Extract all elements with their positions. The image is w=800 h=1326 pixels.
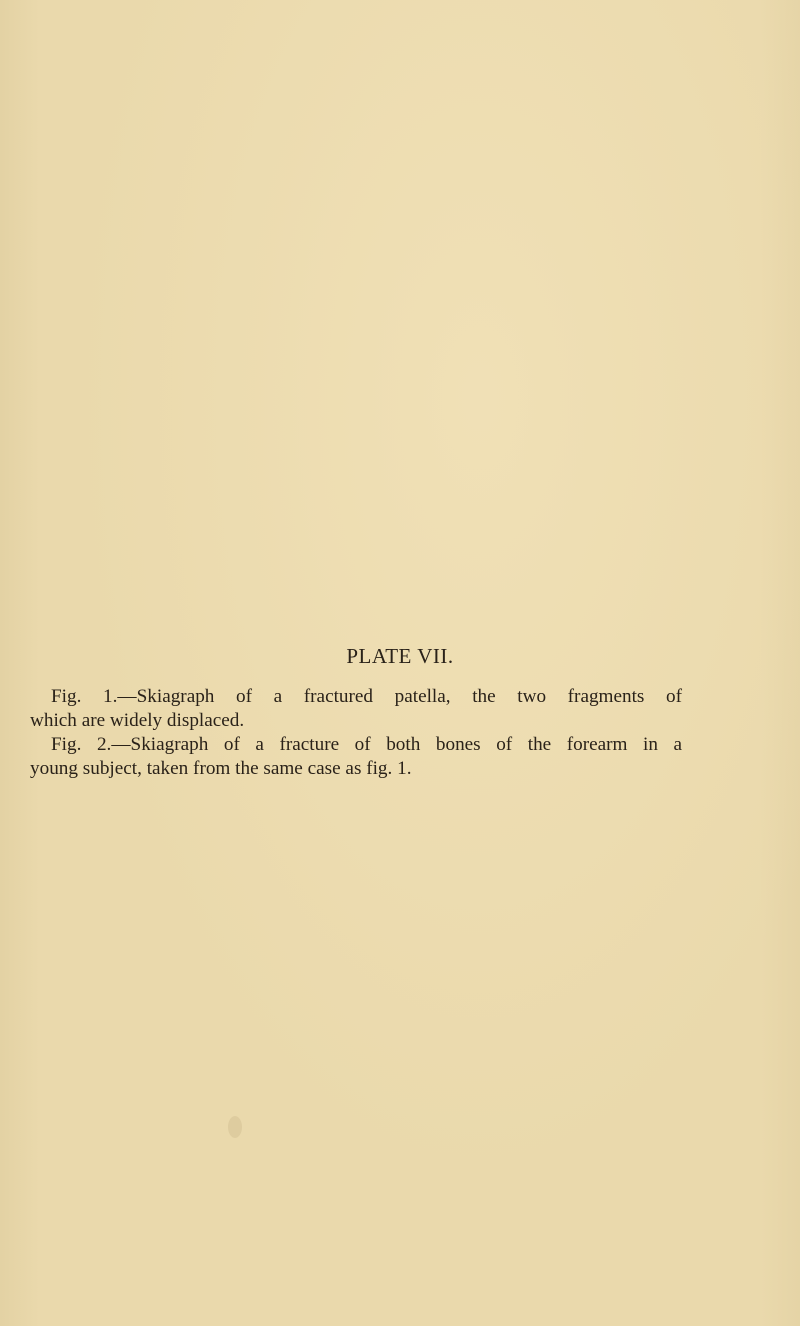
caption-fig2-line2: young subject, taken from the same case as fig. 1. (30, 758, 412, 779)
caption-fig1-line1: Fig. 1.—Skiagraph of a fractured patella, the two fragments of (51, 686, 682, 707)
caption-fig2-line1: Fig. 2.—Skiagraph of a fracture of both bones of the forearm in a (51, 734, 682, 755)
plate-title: PLATE VII. (346, 644, 454, 668)
paper-stain (228, 1116, 242, 1138)
caption-fig1-line2: which are widely displaced. (30, 710, 245, 731)
